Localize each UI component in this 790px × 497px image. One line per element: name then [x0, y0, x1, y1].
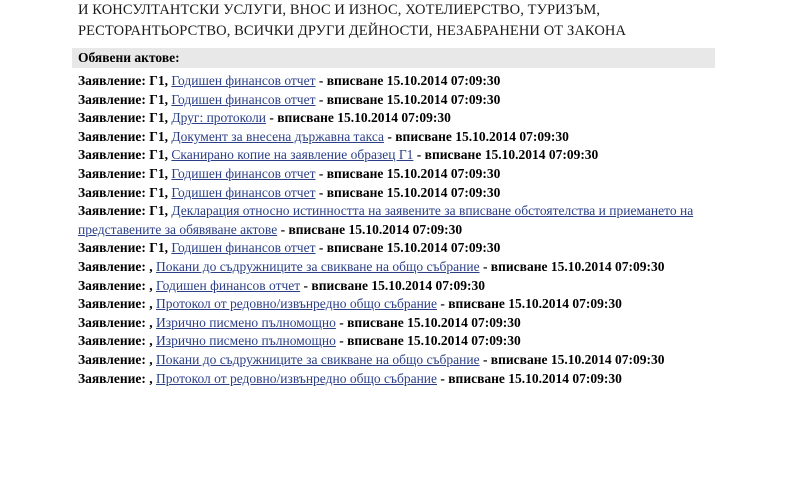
- act-document-link[interactable]: Покани до съдружниците за свикване на общо събрание: [156, 351, 480, 367]
- act-document-link[interactable]: Покани до съдружниците за свикване на общо събрание: [156, 258, 480, 274]
- list-item: [78, 295, 728, 314]
- announced-acts-list: [78, 72, 728, 388]
- act-document-link[interactable]: Годишен финансов отчет: [171, 165, 316, 181]
- act-label: Заявление: ,: [78, 333, 153, 349]
- company-activity-header: [78, 0, 738, 42]
- act-document-link[interactable]: Сканирано копие на заявление образец Г1: [171, 147, 414, 163]
- list-item: [78, 277, 728, 296]
- act-label: Заявление: ,: [78, 296, 153, 312]
- act-label: Заявление: Г1,: [78, 73, 168, 88]
- act-status: - вписване 15.10.2014 07:09:30: [339, 314, 521, 330]
- act-label: Заявление: ,: [78, 258, 153, 274]
- act-label: Заявление: ,: [78, 351, 153, 367]
- act-document-link[interactable]: Протокол от редовно/извънредно общо събрание: [156, 370, 438, 386]
- act-status: - вписване 15.10.2014 07:09:30: [318, 91, 501, 107]
- act-status: - вписване 15.10.2014 07:09:30: [318, 240, 501, 256]
- act-document-link[interactable]: Годишен финансов отчет: [171, 91, 316, 107]
- act-document-link[interactable]: Изрично писмено пълномощно: [156, 314, 336, 330]
- act-label: Заявление: ,: [78, 277, 153, 293]
- list-item: [78, 72, 728, 91]
- header-line-2: РЕСТОРАНТЬОРСТВО, ВСИЧКИ ДРУГИ ДЕЙНОСТИ, НЕЗАБРАНЕНИ ОТ ЗАКОНА: [78, 23, 627, 39]
- act-status: - вписване 15.10.2014 07:09:30: [482, 258, 665, 274]
- act-status: - вписване 15.10.2014 07:09:30: [318, 165, 501, 181]
- act-label: Заявление: Г1,: [78, 110, 168, 126]
- act-status: - вписване 15.10.2014 07:09:30: [318, 184, 501, 200]
- act-label: Заявление: ,: [78, 370, 153, 386]
- act-document-link[interactable]: Протокол от редовно/извънредно общо събрание: [156, 296, 438, 312]
- act-label: Заявление: Г1,: [78, 91, 168, 107]
- act-status: - вписване 15.10.2014 07:09:30: [269, 110, 451, 126]
- act-document-link[interactable]: Годишен финансов отчет: [171, 184, 316, 200]
- list-item: [78, 91, 728, 110]
- section-title: Обявени актове:: [78, 50, 180, 65]
- act-label: Заявление: ,: [78, 314, 153, 330]
- list-item: [78, 128, 728, 147]
- act-status: - вписване 15.10.2014 07:09:30: [339, 333, 521, 349]
- list-item: [78, 332, 728, 351]
- act-label: Заявление: Г1,: [78, 184, 168, 200]
- list-item: [78, 165, 728, 184]
- list-item: [78, 239, 728, 258]
- act-status: - вписване 15.10.2014 07:09:30: [440, 370, 622, 386]
- act-document-link[interactable]: Документ за внесена държавна такса: [171, 128, 384, 144]
- act-document-link[interactable]: Годишен финансов отчет: [171, 73, 316, 88]
- act-label: Заявление: Г1,: [78, 165, 168, 181]
- act-document-link[interactable]: Друг: протоколи: [171, 110, 266, 126]
- act-status: - вписване 15.10.2014 07:09:30: [416, 147, 599, 163]
- act-document-link[interactable]: Декларация относно истинността на заявените за вписване обстоятелства и приемането на представените за обявяване актове: [78, 203, 694, 237]
- list-item: [78, 370, 728, 389]
- list-item: [78, 109, 728, 128]
- act-label: Заявление: Г1,: [78, 128, 168, 144]
- act-document-link[interactable]: Изрично писмено пълномощно: [156, 333, 336, 349]
- act-label: Заявление: Г1,: [78, 203, 168, 219]
- list-item: [78, 146, 728, 165]
- act-label: Заявление: Г1,: [78, 240, 168, 256]
- list-item: [78, 184, 728, 203]
- list-item: [78, 351, 728, 370]
- act-status: - вписване 15.10.2014 07:09:30: [482, 351, 665, 367]
- act-document-link[interactable]: Годишен финансов отчет: [171, 240, 316, 256]
- act-status: - вписване 15.10.2014 07:09:30: [280, 221, 463, 237]
- act-status: - вписване 15.10.2014 07:09:30: [387, 128, 569, 144]
- list-item: [78, 314, 728, 333]
- act-status: - вписване 15.10.2014 07:09:30: [318, 73, 501, 88]
- page-bottom-whitespace: [0, 455, 790, 497]
- act-document-link[interactable]: Годишен финансов отчет: [156, 277, 301, 293]
- act-status: - вписване 15.10.2014 07:09:30: [440, 296, 622, 312]
- list-item: [78, 202, 728, 239]
- act-status: - вписване 15.10.2014 07:09:30: [303, 277, 486, 293]
- act-label: Заявление: Г1,: [78, 147, 168, 163]
- header-line-1: И КОНСУЛТАНТСКИ УСЛУГИ, ВНОС И ИЗНОС, ХОТЕЛИЕРСТВО, ТУРИЗЪМ,: [78, 2, 601, 18]
- list-item: [78, 258, 728, 277]
